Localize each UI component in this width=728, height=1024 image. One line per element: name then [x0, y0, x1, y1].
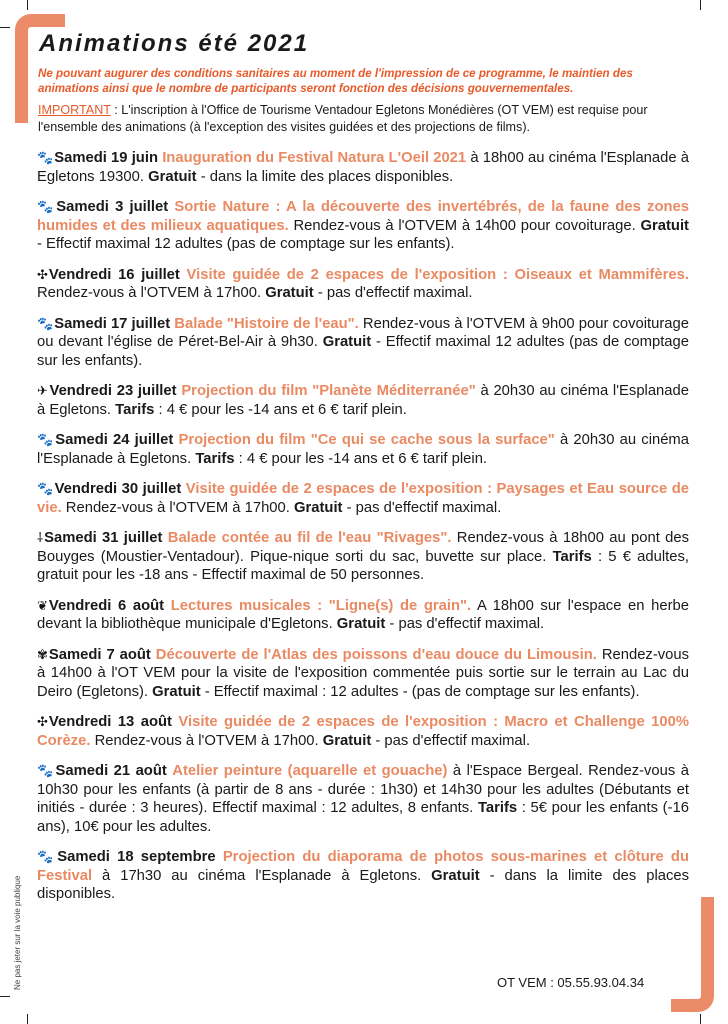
event-notes: - pas d'effectif maximal.: [385, 616, 545, 632]
event-title: Visite guidée de 2 espaces de l'exposition : Macro et Challenge 100% Corèze.: [37, 714, 689, 749]
paw-icon: 🐾: [37, 150, 54, 165]
side-note: Ne pas jeter sur la voie publique: [13, 875, 22, 990]
footer-contact: OT VEM : 05.55.93.04.34: [497, 975, 645, 990]
event-notes: - Effectif maximal 12 adultes (pas de comptage sur les enfants).: [37, 236, 455, 252]
event-notes: - pas d'effectif maximal.: [371, 732, 531, 749]
crop-mark: [700, 0, 701, 10]
event-title: Inauguration du Festival Natura L'Oeil 2021: [162, 150, 467, 166]
event-date: Vendredi 23 juillet: [49, 383, 177, 399]
event-details: A 18h00 sur l'espace en herbe devant la bibliothèque municipale d'Egletons.: [37, 597, 689, 632]
hoof-icon: ❦: [37, 597, 48, 613]
event-item: [37, 529, 689, 585]
event-details: Rendez-vous à l'OTVEM à 17h00.: [61, 499, 294, 516]
event-notes: - pas d'effectif maximal.: [342, 499, 502, 516]
important-notice: [38, 102, 690, 135]
event-notes: - dans la limite des places disponibles.: [37, 867, 690, 902]
event-details: à 20h30 au cinéma l'Esplanade à Egletons.: [37, 432, 689, 467]
event-price: Tarifs: [115, 401, 155, 418]
paw-icon: 🐾: [37, 315, 54, 331]
crop-mark: [700, 1014, 701, 1024]
event-price: Gratuit: [265, 285, 314, 301]
footprint-icon: ✾: [37, 646, 48, 662]
bird-track-icon: ✣: [37, 266, 48, 282]
event-item: [37, 149, 689, 186]
event-notes: - Effectif maximal : 12 adultes - (pas de comptage sur les enfants).: [200, 683, 640, 700]
event-title: Projection du film "Ce qui se cache sous la surface": [178, 432, 555, 448]
event-item: [37, 848, 689, 904]
event-price: Gratuit: [322, 334, 372, 350]
event-price: Gratuit: [431, 867, 480, 884]
event-price: Gratuit: [322, 732, 372, 749]
paw-icon: 🐾: [37, 481, 54, 496]
event-item: [37, 713, 689, 750]
event-date: Samedi 24 juillet: [55, 432, 174, 448]
event-notes: - Effectif maximal 12 adultes (pas de comptage sur les enfants).: [37, 334, 689, 369]
event-date: Samedi 31 juillet: [44, 530, 163, 546]
paw-icon: 🐾: [37, 199, 56, 214]
event-date: Samedi 18 septembre: [57, 849, 216, 865]
event-item: [37, 646, 689, 702]
event-price: Gratuit: [148, 168, 197, 185]
event-date: Samedi 3 juillet: [56, 199, 169, 215]
event-details: Rendez-vous à l'OTVEM à 9h00 pour covoiturage ou devant l'église de Péret-Bel-Air à 9h30.: [37, 315, 689, 350]
bird-icon: ✈: [37, 383, 49, 398]
event-item: [37, 266, 689, 303]
event-title: Projection du film "Planète Méditerranée": [181, 383, 476, 399]
event-item: [37, 762, 689, 836]
event-date: Samedi 21 août: [55, 763, 167, 779]
event-item: [37, 480, 689, 517]
event-item: [37, 382, 689, 419]
event-details: à l'Espace Bergeal. Rendez-vous à 10h30 pour les enfants (à partir de 8 ans - durée : 1h30) et 14h30 pour les adultes (Débutants et initiés - durée : 3 heures). Effectif maximal : 12 adultes, 8 enfants.: [37, 763, 689, 816]
event-details: Rendez-vous à l'OTVEM à 14h00 pour covoiturage.: [288, 217, 641, 234]
event-space: [180, 267, 187, 283]
important-text: : L'inscription à l'Office de Tourisme Ventadour Egletons Monédières (OT VEM) est requise pour l'ensemble des animations (à l'exception des visites guidées et des projections de films).: [38, 103, 648, 134]
bird-track-icon: ✣: [37, 714, 48, 729]
sanitary-disclaimer: Ne pouvant augurer des conditions sanitaires au moment de l'impression de ce programme, le maintien des animations ainsi que le nombre de participants seront fonction des décisions gouvernementales.: [38, 67, 633, 95]
event-date: Vendredi 13 août: [48, 714, 172, 730]
event-notes: : 4 € pour les -14 ans et 6 € tarif plein.: [154, 401, 407, 418]
crop-mark: [27, 1014, 28, 1024]
event-item: [37, 315, 689, 371]
crop-mark: [27, 0, 28, 10]
event-date: Samedi 7 août: [48, 646, 151, 663]
event-notes: : 5 € adultes, gratuit pour les -18 ans - Effectif maximal de 50 personnes.: [37, 548, 689, 583]
event-title: Projection du diaporama de photos sous-marines et clôture du Festival: [37, 849, 689, 884]
event-item: [37, 431, 689, 468]
important-keyword: IMPORTANT: [38, 103, 111, 117]
event-price: Tarifs: [552, 548, 592, 565]
bird-track-icon: ⸸: [37, 530, 44, 545]
event-price: Tarifs: [477, 800, 518, 816]
event-title: Découverte de l'Atlas des poissons d'eau douce du Limousin.: [155, 646, 597, 663]
event-details: à 20h30 au cinéma l'Esplanade à Egletons.: [37, 383, 689, 418]
event-details: Rendez-vous à l'OTVEM à 17h00.: [37, 285, 266, 301]
event-item: [37, 597, 689, 634]
event-title: Sortie Nature : A la découverte des invertébrés, de la faune des zones humides et des milieux aquatiques.: [37, 199, 689, 234]
paw-icon: 🐾: [37, 763, 55, 778]
event-title: Visite guidée de 2 espaces de l'exposition : Oiseaux et Mammifères.: [186, 266, 689, 283]
event-notes: : 4 € pour les -14 ans et 6 € tarif plein.: [234, 450, 488, 467]
event-title: Balade "Histoire de l'eau".: [174, 315, 359, 332]
event-details: à 17h30 au cinéma l'Esplanade à Egletons.: [92, 867, 432, 884]
page-title: Animations été 2021: [39, 30, 310, 57]
event-title: Atelier peinture (aquarelle et gouache): [172, 763, 448, 779]
crop-mark: [0, 27, 10, 28]
event-price: Tarifs: [195, 450, 235, 467]
event-title: Balade contée au fil de l'eau "Rivages".: [167, 530, 452, 546]
event-date: Vendredi 16 juillet: [48, 266, 180, 283]
event-details: Rendez-vous à 14h00 à l'OT VEM pour la visite de l'exposition commentée puis sortie sur le terrain au Lac du Deiro (Egletons).: [37, 646, 689, 700]
event-title: Lectures musicales : "Ligne(s) de grain".: [170, 597, 472, 614]
event-details: Rendez-vous à 18h00 au pont des Bouyges (Moustier-Ventadour). Pique-nique sorti du sac, buvette sur place.: [37, 530, 689, 565]
event-price: Gratuit: [293, 499, 343, 516]
event-details: à 18h00 au cinéma l'Esplanade à Egletons 19300.: [37, 150, 689, 185]
crop-mark: [0, 996, 10, 997]
event-notes: - dans la limite des places disponibles.: [196, 168, 454, 185]
event-notes: - pas d'effectif maximal.: [313, 285, 473, 301]
event-space: [216, 849, 223, 865]
event-notes: : 5€ pour les enfants (-16 ans), 10€ pour les adultes.: [37, 800, 689, 835]
events-list: [37, 149, 689, 916]
event-price: Gratuit: [152, 683, 201, 700]
event-space: [164, 598, 171, 614]
event-date: Vendredi 30 juillet: [54, 481, 182, 497]
event-date: Samedi 19 juin: [54, 150, 158, 166]
paw-icon: 🐾: [37, 849, 57, 864]
event-date: Vendredi 6 août: [48, 597, 165, 614]
event-price: Gratuit: [336, 616, 386, 632]
event-details: Rendez-vous à l'OTVEM à 17h00.: [90, 732, 323, 749]
event-title: Visite guidée de 2 espaces de l'exposition : Paysages et Eau source de vie.: [37, 481, 690, 516]
paw-icon: 🐾: [37, 432, 55, 447]
event-item: [37, 198, 689, 254]
event-price: Gratuit: [640, 217, 689, 234]
event-date: Samedi 17 juillet: [54, 315, 171, 332]
